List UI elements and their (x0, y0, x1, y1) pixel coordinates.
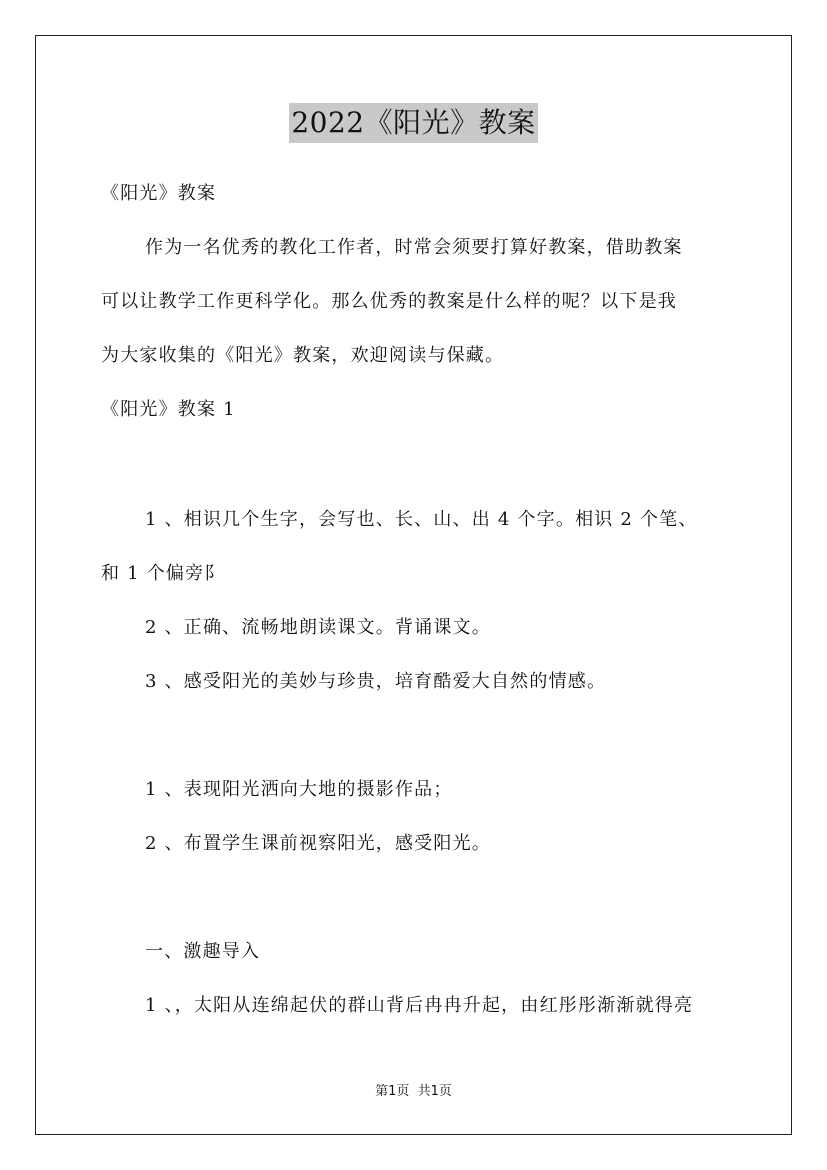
section-heading: 《阳光》教案 (101, 183, 217, 204)
list-item: 3 、感受阳光的美妙与珍贵，培育酷爱大自然的情感。 (145, 671, 607, 692)
page-total: 共1页 (417, 1084, 452, 1099)
list-item: 1 、相识几个生字，会写也、长、山、出 4 个字。相识 2 个笔、 (145, 509, 698, 530)
list-item: 2 、布置学生课前视察阳光，感受阳光。 (145, 833, 491, 854)
document-title: 2022《阳光》教案 (289, 103, 537, 143)
page-number: 第1页 (375, 1084, 410, 1099)
section-heading: 《阳光》教案 1 (101, 399, 236, 420)
page-footer (0, 1084, 827, 1100)
list-item: 1 、，太阳从连绵起伏的群山背后冉冉升起，由红彤彤渐渐就得亮 (145, 995, 694, 1016)
list-item: 2 、正确、流畅地朗读课文。背诵课文。 (145, 617, 491, 638)
paragraph-line: 作为一名优秀的教化工作者，时常会须要打算好教案，借助教案 (145, 237, 683, 258)
list-item: 1 、表现阳光洒向大地的摄影作品； (145, 779, 453, 800)
section-heading: 一、激趣导入 (145, 941, 261, 962)
list-item-continuation: 和 1 个偏旁阝 (101, 563, 224, 584)
paragraph-line: 可以让教学工作更科学化。那么优秀的教案是什么样的呢？以下是我 (101, 291, 677, 312)
paragraph-line: 为大家收集的《阳光》教案，欢迎阅读与保藏。 (101, 345, 505, 366)
title-container (0, 103, 827, 143)
